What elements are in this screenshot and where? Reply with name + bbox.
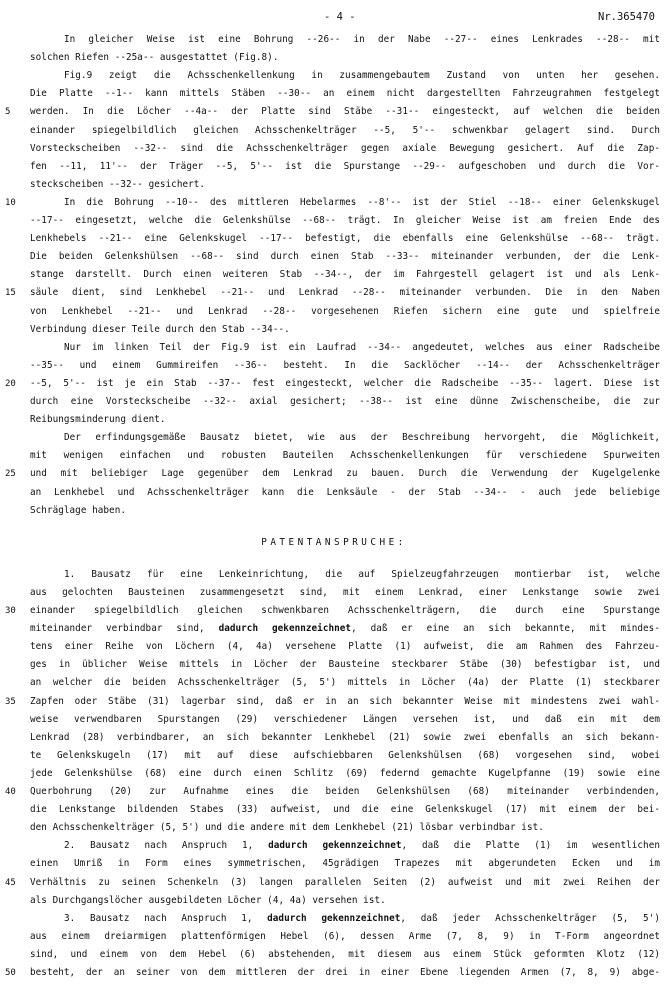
line-text: die Lenkstange bildenden Stabes (33) aufweist, und die eine Gelenkskugel (17) mit einem der bei-	[30, 804, 660, 816]
text-line	[0, 768, 668, 780]
line-text: 1. Bausatz für eine Lenkeinrichtung, die auf Spielzeugfahrzeugen montierbar ist, welche	[64, 568, 660, 580]
text-line	[0, 179, 668, 191]
line-text: sind, und einem von dem Hebel (6) abstehenden, mit diesem aus einem Stück geformten Klotz (12)	[30, 948, 660, 960]
line-text: solchen Riefen --25a-- ausgestattet (Fig.8).	[30, 52, 279, 64]
line-text: Reibungsminderung dient.	[30, 414, 166, 426]
bold-phrase: dadurch gekennzeichnet	[218, 623, 352, 635]
line-number: 5	[5, 107, 11, 118]
text-line	[0, 233, 668, 245]
text-line	[0, 360, 668, 372]
text-line	[0, 88, 668, 100]
text-line	[0, 487, 668, 499]
text-line	[0, 659, 668, 671]
text-line	[0, 287, 668, 299]
line-text: Zapfen oder Stäbe (31) lagerbar sind, daß er in an sich bekannter Weise mit mindestens zwei wahl-	[30, 695, 660, 707]
line-number: 20	[5, 378, 16, 389]
line-text: fen --11, 11'-- der Träger --5, 5'-- ist die Spurstange --29-- aufgeschoben und durch die Vor-	[30, 160, 660, 172]
line-text: Lenkhebels --21-- eine Gelenkskugel --17-- befestigt, die ebenfalls eine Gelenkshülse --68-- trägt.	[30, 233, 660, 245]
text-line	[0, 378, 668, 390]
line-text: Schräglage haben.	[30, 504, 127, 516]
text-line	[0, 858, 668, 870]
line-text: von Lenkhebel --21-- und Lenkrad --28-- vorgesehenen Riefen sichern eine gute und spielfreie	[30, 305, 660, 317]
text-line	[0, 641, 668, 653]
text-line	[0, 161, 668, 173]
text-line	[0, 52, 668, 64]
text-line	[0, 537, 668, 549]
line-text: 3. Bausatz nach Anspruch 1, dadurch gekennzeichnet, daß jeder Achsschenkelträger (5, 5')	[64, 912, 660, 924]
line-text: Die beiden Gelenkshülsen --68-- sind durch einen Stab --33-- miteinander verbunden, der die Lenk-	[30, 251, 660, 263]
line-text: 2. Bausatz nach Anspruch 1, dadurch gekennzeichnet, daß die Platte (1) im wesentlichen	[64, 840, 660, 852]
line-number: 10	[5, 197, 16, 208]
text-line	[0, 949, 668, 961]
text-line	[0, 342, 668, 354]
text-line	[0, 505, 668, 517]
text-line	[0, 450, 668, 462]
text-line	[0, 677, 668, 689]
patent-number: Nr.365470	[598, 11, 655, 23]
text-line	[0, 569, 668, 581]
line-number: 15	[5, 288, 16, 299]
line-text: Querbohrung (20) zur Aufnahme eines die beiden Gelenkshülsen (68) miteinander verbindenden,	[30, 786, 660, 797]
text-line	[0, 587, 668, 599]
line-text: einander spiegelbildlich gleichen Achsschenkelträger --5, 5'-- schwenkbar gelagert sind. Durch	[30, 124, 660, 136]
bold-phrase: dadurch gekennzeichnet	[268, 840, 402, 852]
line-text: Verbindung dieser Teile durch den Stab --34--.	[30, 323, 290, 335]
line-text: ges in üblicher Weise mittels in Löcher der Bausteine steckbarer Stäbe (30) befestigbar ist, und	[30, 659, 660, 671]
text-line	[0, 125, 668, 137]
text-line	[0, 931, 668, 943]
text-line	[0, 143, 668, 155]
line-text: an welcher die beiden Achsschenkelträger (5, 5') mittels in Löcher (4a) der Platte (1) steckbarer	[30, 677, 660, 689]
line-number: 30	[5, 606, 16, 616]
line-text: an Lenkhebel und Achsschenkelträger kann die Lenksäule - der Stab --34-- - auch jede beliebige	[30, 486, 660, 498]
line-text: miteinander verbindbar sind, dadurch gekennzeichnet, daß er eine an sich bekannte, mit mindes-	[30, 623, 660, 635]
line-text: tens einer Reihe von Löchern (4, 4a) versehene Platte (1) aufweist, die am Rahmen des Fahrzeu-	[30, 641, 660, 653]
line-text: werden. In die Löcher --4a-- der Platte sind Stäbe --31-- eingesteckt, auf welchen die beiden	[30, 106, 660, 118]
text-line	[0, 913, 668, 925]
line-number: 40	[5, 787, 16, 797]
line-text: mit wenigen einfachen und robusten Bauteilen Achsschenkellenkungen für verschiedene Spurweiten	[30, 450, 660, 462]
text-line	[0, 414, 668, 426]
line-text: weise verwendbaren Spurstangen (29) verschiedener Längen versehen ist, und daß ein mit dem	[30, 713, 660, 725]
line-text: --35-- und einem Gummireifen --36-- besteht. In die Sacklöcher --14-- der Achsschenkelträger	[30, 359, 660, 371]
line-number: 45	[5, 877, 16, 888]
line-text: steckscheiben --32-- gesichert.	[30, 178, 206, 190]
text-line	[0, 468, 668, 480]
text-line	[0, 197, 668, 209]
text-line	[0, 432, 668, 444]
text-line	[0, 822, 668, 834]
line-text: aus einem dreiarmigen plattenförmigen Hebel (6), dessen Arme (7, 8, 9) in T-Form angeordnet	[30, 930, 660, 942]
line-text: Der erfindungsgemäße Bausatz bietet, wie aus der Beschreibung hervorgeht, die Möglichkeit,	[64, 432, 660, 444]
line-text: --17-- eingesetzt, welche die Gelenkshülse --68-- trägt. In gleicher Weise ist am freien Ende des	[30, 215, 660, 226]
line-text: besteht, der an seiner von dem mittleren der drei in einer Ebene liegenden Armen (7, 8, 9) abge-	[30, 967, 660, 978]
text-line	[0, 714, 668, 726]
text-line	[0, 804, 668, 816]
line-text: einen Umriß in Form eines symmetrischen, 45grädigen Trapezes mit abgerundeten Ecken und im	[30, 858, 660, 870]
bold-phrase: dadurch gekennzeichnet	[267, 912, 401, 924]
text-line	[0, 732, 668, 744]
line-number: 35	[5, 696, 16, 707]
line-text: aus gelochten Bausteinen zusammengesetzt sind, mit einem Lenkrad, einer Lenkstange sowie zwei	[30, 586, 660, 598]
text-line	[0, 696, 668, 708]
line-number: 25	[5, 469, 16, 480]
text-line	[0, 269, 668, 281]
text-line	[0, 324, 668, 336]
text-line	[0, 786, 668, 798]
text-line	[0, 396, 668, 408]
text-line	[0, 215, 668, 227]
text-line	[0, 70, 668, 82]
line-number: 50	[5, 968, 16, 978]
line-text: als Durchgangslöcher ausgebildeten Löcher (4, 4a) versehen ist.	[30, 894, 386, 906]
line-text: Die Platte --1-- kann mittels Stäben --30-- an einem nicht dargestellten Fahrzeugrahmen festgelegt	[30, 88, 660, 100]
text-line	[0, 967, 668, 979]
line-text: Vorsteckscheiben --32-- sind die Achsschenkelträger gegen axiale Bewegung gesichert. Auf die Zap-	[30, 142, 660, 154]
line-text: einander spiegelbildlich gleichen schwenkbaren Achsschenkelträgern, die durch eine Spurstange	[30, 605, 660, 616]
line-text: In die Bohrung --10-- des mittleren Hebelarmes --8'-- ist der Stiel --18-- einer Gelenkskugel	[64, 196, 660, 208]
text-line	[0, 895, 668, 907]
text-line	[0, 840, 668, 852]
line-text: durch eine Vorsteckscheibe --32-- axial gesichert; --38-- ist eine dünne Zwischenscheibe, die zur	[30, 396, 660, 407]
text-line	[0, 605, 668, 617]
text-line	[0, 106, 668, 118]
line-text: und mit beliebiger Lage gegenüber dem Lenkrad zu bauen. Durch die Verwendung der Kugelgelenke	[30, 468, 660, 480]
line-text: Fig.9 zeigt die Achsschenkellenkung in zusammengebautem Zustand von unten her gesehen.	[64, 70, 660, 82]
line-text: den Achsschenkelträger (5, 5') und die andere mit dem Lenkhebel (21) lösbar verbindbar ist.	[30, 822, 544, 834]
line-text: Verhältnis zu seinen Schenkeln (3) langen parallelen Seiten (2) aufweist und mit zwei Reihen der	[30, 876, 660, 888]
line-text: jede Gelenkshülse (68) eine durch einen Schlitz (69) federnd gemachte Kugelpfanne (19) sowie eine	[30, 767, 660, 779]
line-text: --5, 5'-- ist je ein Stab --37-- fest eingesteckt, welcher die Radscheibe --35-- lagert. Diese ist	[30, 377, 660, 389]
text-line	[0, 306, 668, 318]
line-text: stange darstellt. Durch einen weiteren Stab --34--, der im Fahrgestell gelagert ist und als Lenk-	[30, 269, 660, 281]
text-line	[0, 877, 668, 889]
text-line	[0, 750, 668, 762]
line-text: In gleicher Weise ist eine Bohrung --26-- in der Nabe --27-- eines Lenkrades --28-- mit	[64, 34, 660, 45]
text-line	[0, 251, 668, 263]
text-line	[0, 34, 668, 46]
line-text: Nur im linken Teil der Fig.9 ist ein Laufrad --34-- angedeutet, welches aus einer Radscheibe	[64, 341, 660, 353]
line-text: te Gelenkskugeln (17) mit auf diese aufschiebbaren Gelenkshülsen (68) vorgesehen sind, wobei	[30, 749, 660, 761]
line-text: säule dient, sind Lenkhebel --21-- und Lenkrad --28-- miteinander verbunden. Die in den Naben	[30, 287, 660, 299]
section-heading: PATENTANSPRÜCHE:	[261, 536, 407, 548]
page-number: - 4 -	[324, 11, 356, 23]
line-text: Lenkrad (28) verbindbarer, an sich bekannter Lenkhebel (21) sowie zwei ebenfalls an sich bekann-	[30, 731, 660, 743]
text-line	[0, 623, 668, 635]
